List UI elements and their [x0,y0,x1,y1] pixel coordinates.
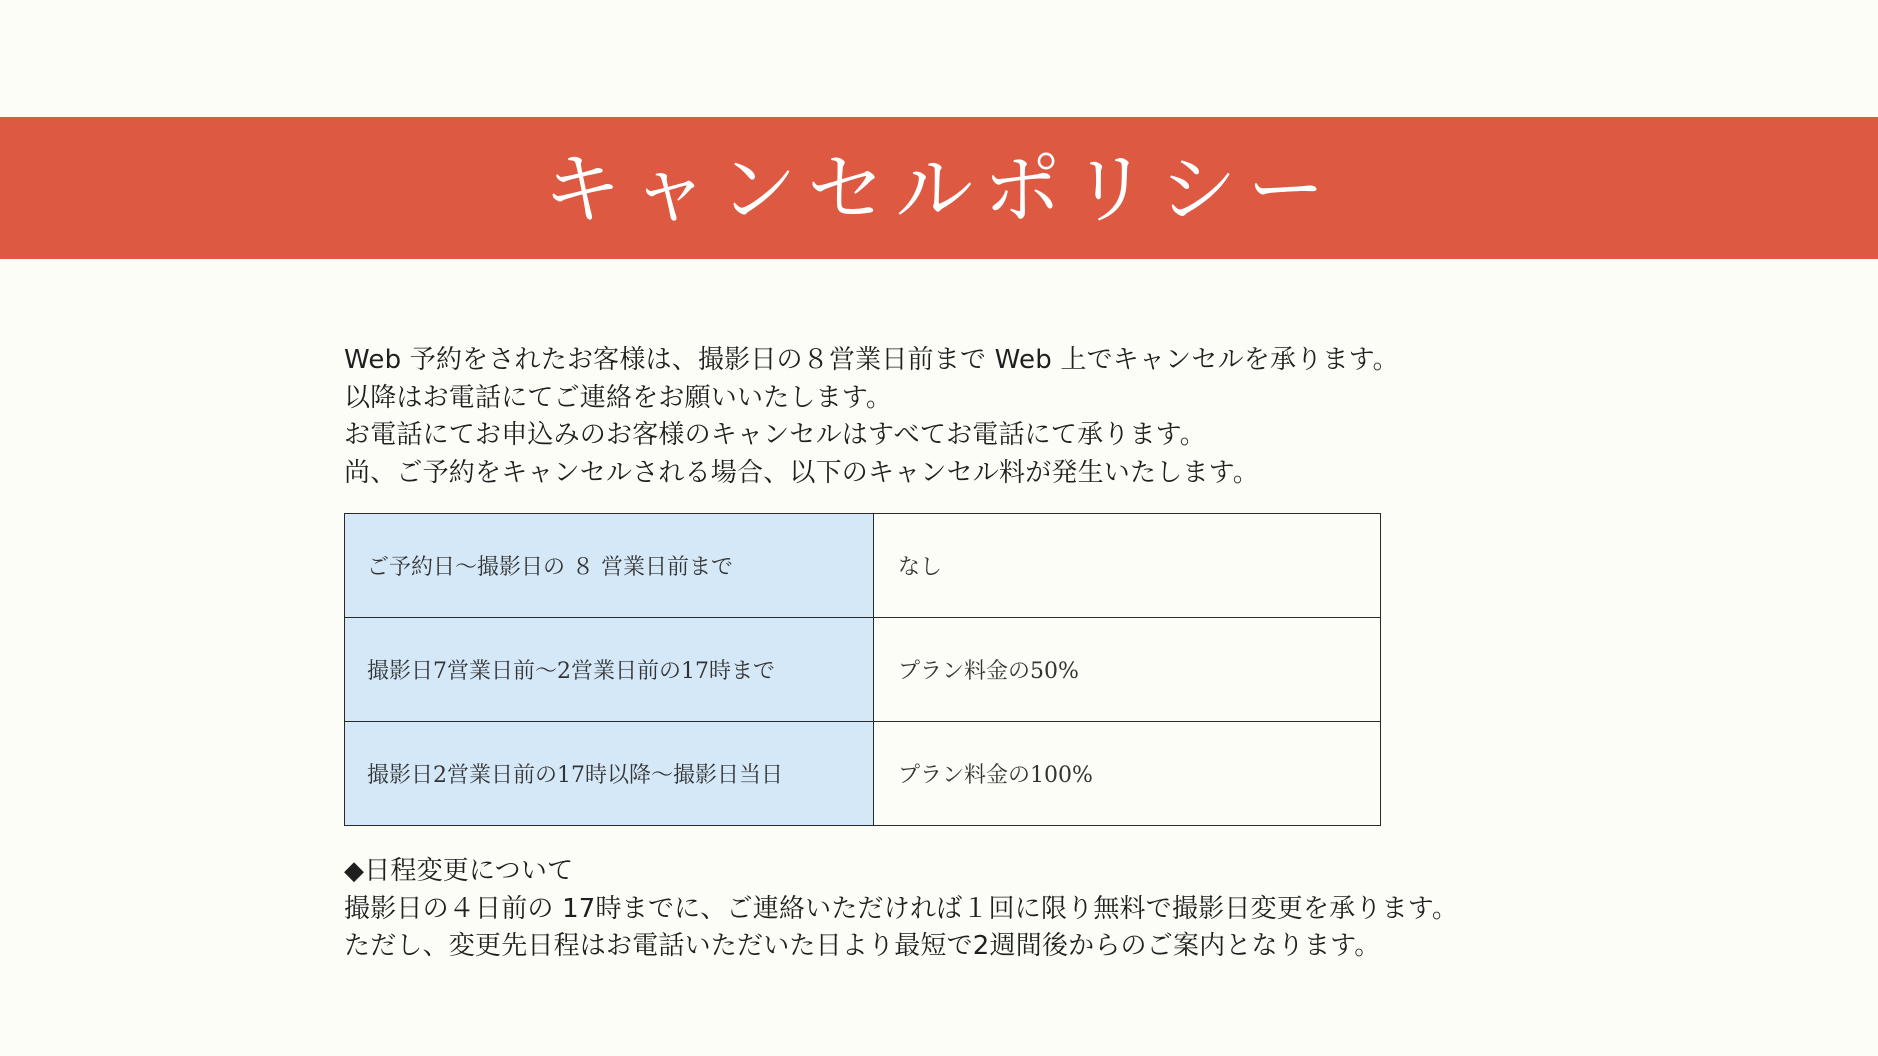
reschedule-line: ただし、変更先日程はお電話いただいた日より最短で2週間後からのご案内となります。 [344,931,1381,961]
intro-line: 以降はお電話にてご連絡をお願いいたします。 [344,382,893,413]
condition-cell: 撮影日7営業日前～2営業日前の17時まで [345,618,874,722]
table-row [345,514,1381,618]
reschedule-line: 撮影日の４日前の 17時までに、ご連絡いただければ１回に限り無料で撮影日変更を承ります。 [344,893,1459,924]
reschedule-heading: ◆日程変更について [344,856,574,886]
fee-cell: プラン料金の50% [874,618,1381,722]
fee-cell: プラン料金の100% [874,722,1381,826]
condition-cell: ご予約日～撮影日の ８ 営業日前まで [345,514,874,618]
cancellation-fee-table [344,513,1381,826]
page-title: キャンセルポリシー [542,145,1335,235]
reschedule-section [344,853,1644,966]
table-row [345,618,1381,722]
condition-cell: 撮影日2営業日前の17時以降～撮影日当日 [345,722,874,826]
intro-line: Web 予約をされたお客様は、撮影日の８営業日前まで Web 上でキャンセルを承ります。 [344,345,1399,375]
intro-line: 尚、ご予約をキャンセルされる場合、以下のキャンセル料が発生いたします。 [344,457,1259,488]
title-banner [0,117,1878,259]
fee-cell: なし [874,514,1381,618]
table-row [345,722,1381,826]
intro-line: お電話にてお申込みのお客様のキャンセルはすべてお電話にて承ります。 [344,420,1207,450]
intro-text [344,342,1564,492]
